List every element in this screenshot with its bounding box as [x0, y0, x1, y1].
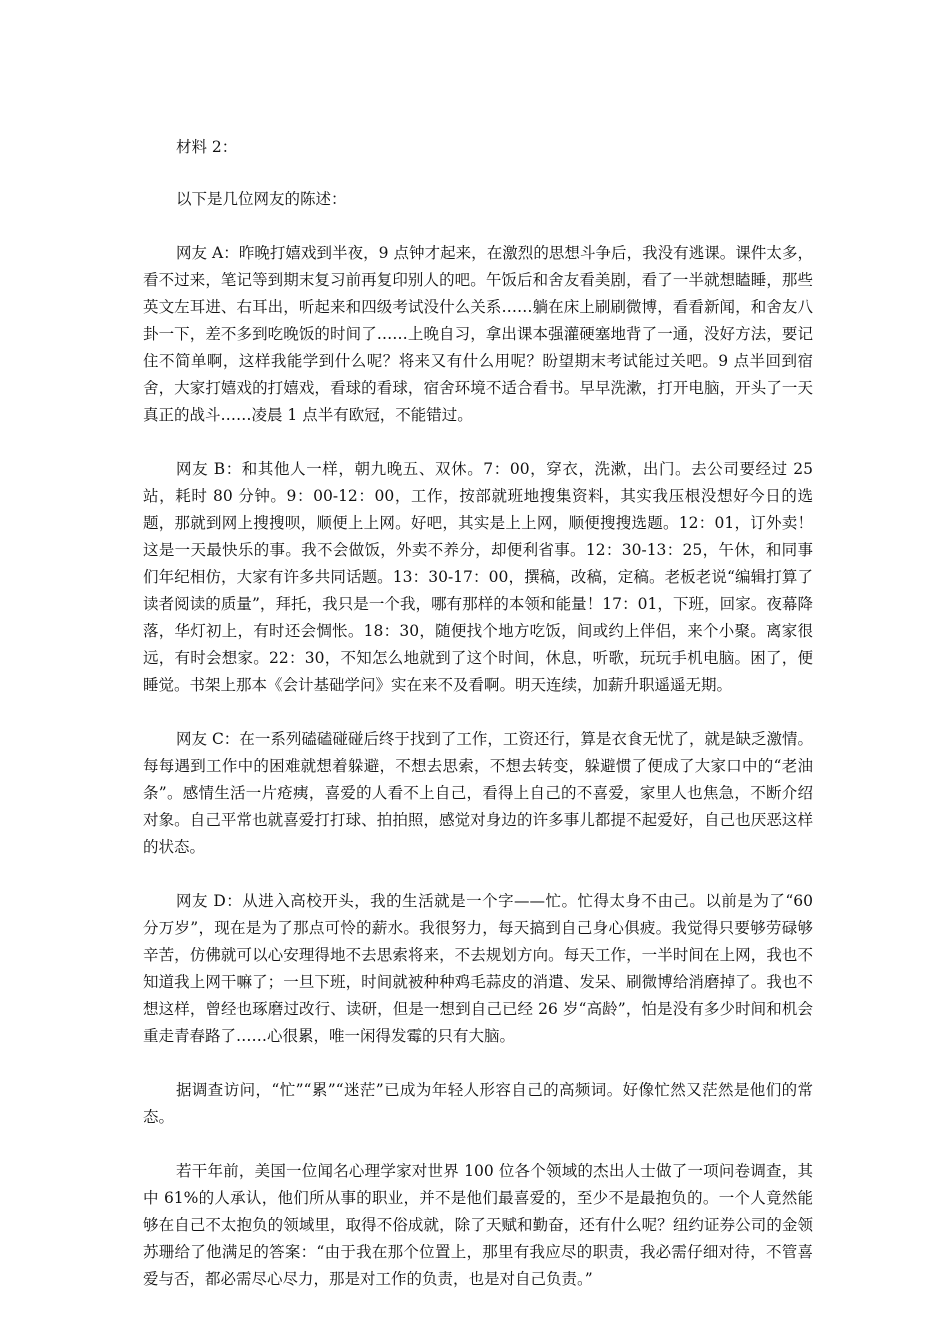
spacer — [143, 1050, 813, 1077]
paragraph-survey: 据调查访问，“忙”“累”“迷茫”已成为年轻人形容自己的高频词。好像忙然又茫然是他们的常态。 — [143, 1081, 813, 1126]
paragraph-netizen-a: 网友 A：昨晚打嬉戏到半夜，9 点钟才起来，在激烈的思想斗争后，我没有逃课。课件太多，看不过来，笔记等到期末复习前再复印别人的吧。午饭后和舍友看美剧，看了一半就想瞌睡，那些英文左耳进、右耳出，听起来和四级考试没什么关系……躺在床上刷刷微博，看看新闻，和舍友八卦一下，差不多到吃晚饭的时间了……上晚自习，拿出课本强灌硬塞地背了一通，没好方法，要记住不简单啊，这样我能学到什么呢？将来又有什么用呢？盼望期末考试能过关吧。9 点半回到宿舍，大家打嬉戏的打嬉戏，看球的看球，宿舍环境不适合看书。早早洗漱，打开电脑，开头了一天真正的战斗……凌晨 1 点半有欧冠，不能错过。 — [143, 244, 813, 424]
paragraph-psychologist: 若干年前，美国一位闻名心理学家对世界 100 位各个领域的杰出人士做了一项问卷调查，其中 61%的人承认，他们所从事的职业，并不是他们最喜爱的，至少不是最抱负的。一个人竟然能够在自己不太抱负的领域里，取得不俗成就，除了天赋和勤奋，还有什么呢？纽约证券公司的金领苏珊给了他满足的答案：“由于我在那个位置上，那里有我应尽的职责，我必需仔细对待，不管喜爱与否，都必需尽心尽力，那是对工作的负责，也是对自己负责。” — [143, 1162, 813, 1288]
paragraph-netizen-c: 网友 C：在一系列磕磕碰碰后终于找到了工作，工资还行，算是衣食无忧了，就是缺乏激情。每每遇到工作中的困难就想着躲避，不想去思索，不想去转变，躲避惯了便成了大家口中的“老油条”。感情生活一片疮痍，喜爱的人看不上自己，看得上自己的不喜爱，家里人也焦急，不断介绍对象。自己平常也就喜爱打打球、拍拍照，感觉对身边的许多事儿都提不起爱好，自己也厌恶这样的状态。 — [143, 730, 813, 856]
spacer — [143, 429, 813, 456]
paragraph-netizen-b: 网友 B：和其他人一样，朝九晚五、双休。7：00，穿衣，洗漱，出门。去公司要经过 25 站，耗时 80 分钟。9：00-12：00，工作，按部就班地搜集资料，其实我压根没想好今日的选题，那就到网上搜搜呗，顺便上上网。好吧，其实是上上网，顺便搜搜选题。12：01，订外卖！这是一天最快乐的事。我不会做饭，外卖不养分，却便利省事。12：30-13：25，午休，和同事们年纪相仿，大家有许多共同话题。13：30-17：00，撰稿，改稿，定稿。老板老说“编辑打算了读者阅读的质量”，拜托，我只是一个我，哪有那样的本领和能量！17：01，下班，回家。夜幕降落，华灯初上，有时还会惆怅。18：30，随便找个地方吃饭，间或约上伴侣，来个小聚。离家很远，有时会想家。22：30，不知怎么地就到了这个时间，休息，听歌，玩玩手机电脑。困了，便睡觉。书架上那本《会计基础学问》实在来不及看啊。明天连续，加薪升职遥遥无期。 — [143, 460, 813, 694]
paragraph-netizen-d: 网友 D：从进入高校开头，我的生活就是一个字——忙。忙得太身不由己。以前是为了“60 分万岁”，现在是为了那点可怜的薪水。我很努力，每天搞到自己身心俱疲。我觉得只要够劳碌够辛苦，仿佛就可以心安理得地不去思索将来，不去规划方向。每天工作，一半时间在上网，我也不知道我上网干嘛了；一旦下班，时间就被种种鸡毛蒜皮的消遣、发呆、刷微博给消磨掉了。我也不想这样，曾经也琢磨过改行、读研，但是一想到自己已经 26 岁“高龄”，怕是没有多少时间和机会重走青春路了……心很累，唯一闲得发霉的只有大脑。 — [143, 892, 813, 1045]
document-body — [143, 134, 813, 1293]
intro-line: 以下是几位网友的陈述： — [176, 190, 347, 208]
spacer — [143, 161, 813, 186]
spacer — [143, 1131, 813, 1158]
section-heading: 材料 2： — [176, 138, 238, 156]
spacer — [143, 699, 813, 726]
spacer — [143, 213, 813, 240]
spacer — [143, 861, 813, 888]
